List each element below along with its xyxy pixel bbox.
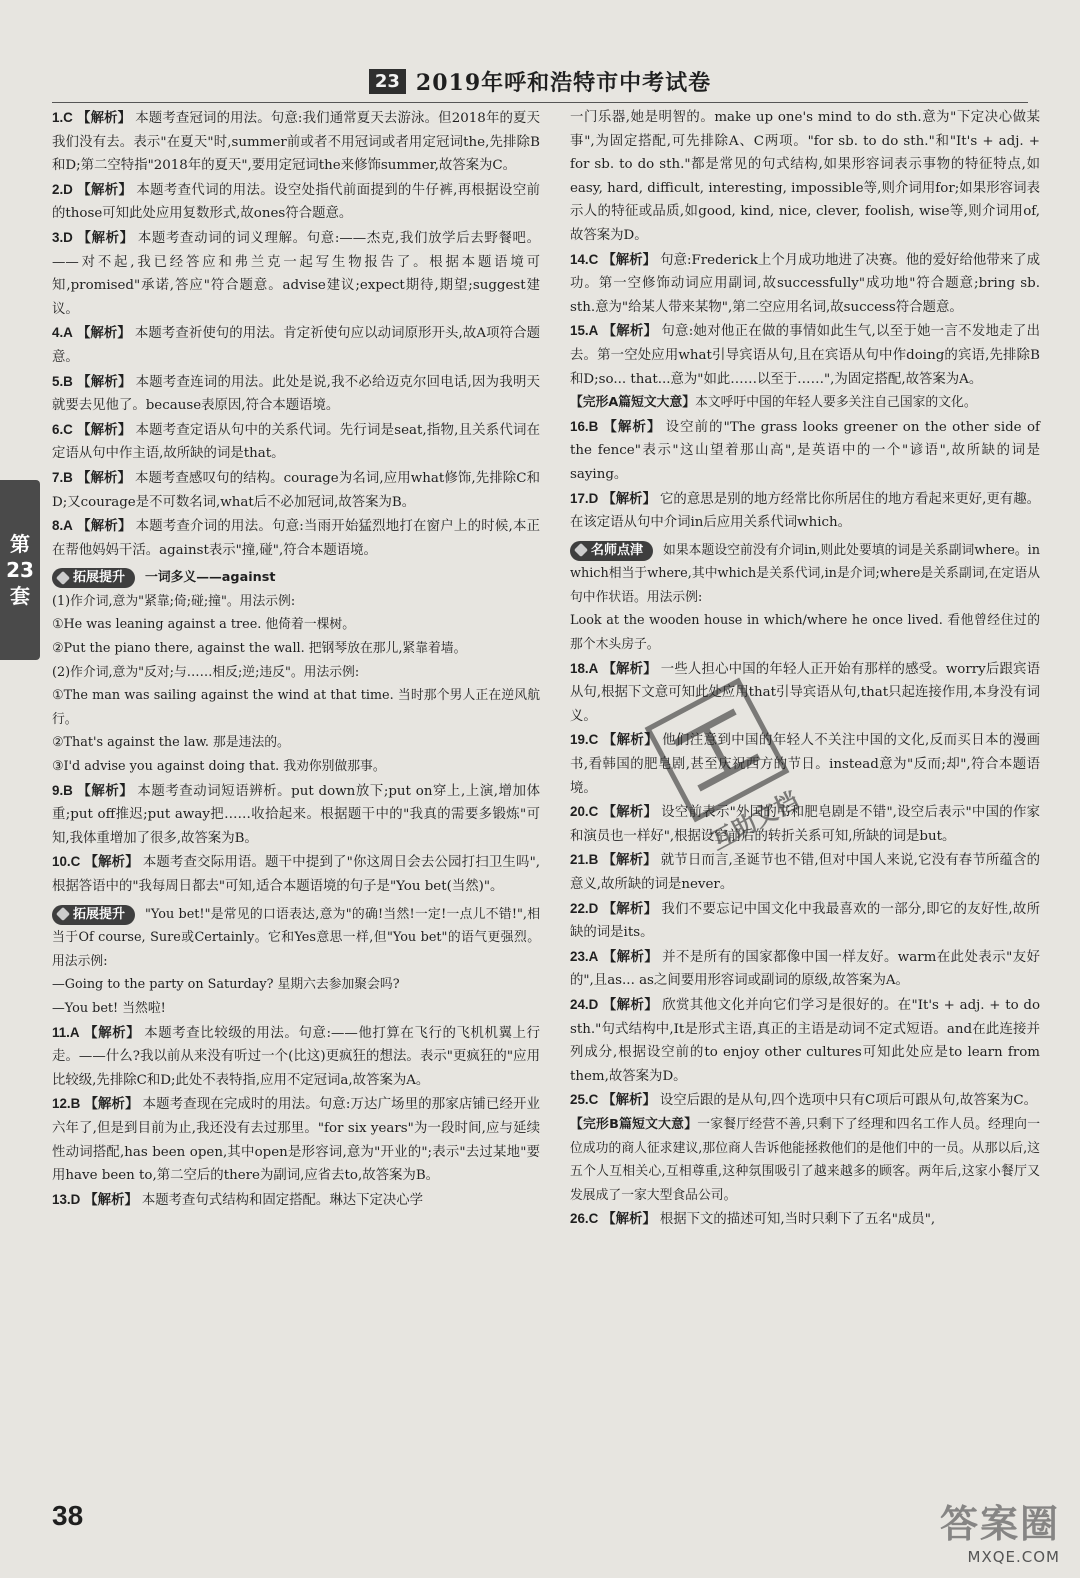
extension-line: —Going to the party on Saturday? 星期六去参加聚会吗?: [52, 977, 400, 993]
answer-text: 并不是所有的国家都像中国一样友好。warm在此处表示"友好的",且as... as之间要用形容词或副词的原级,故答案为A。: [570, 949, 1040, 989]
extension-line: ①He was leaning against a tree. 他倚着一棵树。: [52, 617, 356, 633]
answer-number: 18.A: [570, 660, 599, 676]
analysis-tag: 【解析】: [602, 901, 658, 917]
analysis-tag: 【解析】: [76, 182, 133, 198]
watermark-url: MXQE.COM: [967, 1548, 1060, 1566]
answer-13: [52, 1188, 540, 1213]
answer-3: [52, 226, 540, 321]
analysis-tag: 【解析】: [602, 1212, 656, 1228]
answer-12: [52, 1092, 540, 1187]
answer-number: 20.C: [570, 804, 599, 820]
answer-number: 12.B: [52, 1096, 81, 1112]
answer-text: 本题考查介词的用法。句意:当雨开始猛烈地打在窗户上的时候,本正在帮他妈妈干活。against表示"撞,碰",符合本题语境。: [52, 519, 540, 558]
answer-text: 本题考查比较级的用法。句意:——他打算在飞行的飞机机翼上行走。——什么?我以前从来没有听过一个(比这)更疯狂的想法。表示"更疯狂的"应用比较级,先排除C和D;此处不表特指,应用不定冠词a,故答案为A。: [52, 1025, 540, 1088]
tip-line: Look at the wooden house in which/where he once lived. 看他曾经住过的那个木头房子。: [570, 613, 1040, 653]
analysis-tag: 【解析】: [602, 661, 657, 677]
answer-text: 本题考查感叹句的结构。courage为名词,应用what修饰,先排除C和D;又courage是不可数名词,what后不必加冠词,故答案为B。: [52, 470, 541, 510]
extension-pill-label: 拓展提升: [73, 906, 126, 922]
answer-text: 他们注意到中国的年轻人不关注中国的文化,反而买日本的漫画书,看韩国的肥皂剧,甚至庆祝西方的节日。instead意为"反而;却",符合本题语境。: [570, 733, 1041, 796]
answer-9: [52, 779, 540, 851]
answer-text: 本题考查连词的用法。此处是说,我不必给迈克尔回电话,因为我明天就要去见他了。because表原因,符合本题语境。: [52, 374, 540, 414]
answer-21: [570, 848, 1040, 896]
answer-number: 7.B: [52, 469, 73, 485]
answer-text: 根据下文的描述可知,当时只剩下了五名"成员",: [659, 1212, 936, 1228]
site-watermark: [940, 1493, 1060, 1566]
answer-text: 设空前的"The grass looks greener on the other side of the fence"表示"这山望着那山高",是英语中的一个"谚语",故所缺的词是saying。: [570, 419, 1041, 482]
answer-22: [570, 897, 1040, 945]
answer-number: 1.C: [52, 110, 73, 125]
analysis-tag: 【解析】: [76, 326, 131, 342]
analysis-tag: 【解析】: [602, 252, 657, 268]
passage-b-summary: [570, 1113, 1040, 1207]
extension-box-against: [52, 566, 540, 778]
answer-number: 11.A: [52, 1024, 80, 1040]
answer-text: 我们不要忘记中国文化中我最喜欢的一部分,即它的友好性,故所缺的词是its。: [570, 901, 1040, 941]
answer-text: 本题考查句式结构和固定搭配。琳达下定决心学: [141, 1192, 424, 1208]
extension-line: —You bet! 当然啦!: [52, 1000, 166, 1016]
answer-number: 6.C: [52, 421, 73, 437]
answer-number: 3.D: [52, 229, 73, 245]
side-tab-char-1: 第: [10, 532, 30, 556]
extension-line: (1)作介词,意为"紧靠;倚;碰;撞"。用法示例:: [52, 593, 296, 609]
passage-a-summary: [570, 391, 1040, 415]
answer-number: 23.A: [570, 948, 599, 964]
side-tab-char-2: 套: [10, 584, 30, 608]
answer-26: [570, 1207, 1040, 1232]
answer-17: [570, 487, 1040, 535]
analysis-tag: 【解析】: [602, 805, 658, 821]
pen-icon: [56, 907, 70, 921]
answer-7: [52, 466, 540, 514]
answer-number: 25.C: [570, 1092, 599, 1108]
tip-line: 如果本题设空前没有介词in,则此处要填的词是关系副词where。in which相当于where,其中which是关系代词,in是介词;where是关系副词,在定语从句中作状语。用法示例:: [570, 542, 1040, 605]
answer-text: 本题考查定语从句中的关系代词。先行词是seat,指物,且关系代词在定语从句中作主语,故所缺的词是that。: [52, 422, 541, 462]
answer-25: [570, 1088, 1040, 1113]
answer-number: 4.A: [52, 325, 73, 341]
answer-15: [570, 319, 1040, 391]
passage-text: 一家餐厅经营不善,只剩下了经理和四名工作人员。经理向一位成功的商人征求建议,那位商人告诉他能拯救他们的是他们中的一员。从那以后,这五个人互相关心,互相尊重,这种氛围吸引了越来越多的顾客。两年后,这家小餐厅又发展成了一家大型食品公司。: [570, 1116, 1040, 1203]
analysis-tag: 【解析】: [76, 470, 132, 486]
set-number-badge: 23: [369, 69, 406, 94]
passage-text: 本文呼吁中国的年轻人要多关注自己国家的文化。: [695, 395, 977, 411]
tip-pill: [570, 541, 653, 561]
answer-6: [52, 418, 540, 466]
answer-text: 本题考查冠词的用法。句意:我们通常夏天去游泳。但2018年的夏天我们没有去。表示"在夏天"时,summer前或者不用冠词或者用定冠词the,先排除B和D;第二空特指"2018年的夏天",要用定冠词the来修饰summer,故答案为C。: [52, 111, 540, 174]
watermark-logo: 答案圈: [939, 1502, 1060, 1546]
extension-line: (2)作介词,意为"反对;与……相反;逆;违反"。用法示例:: [52, 664, 360, 680]
extension-line: "You bet!"是常见的口语表达,意为"的确!当然!一定!一点儿不错!",相当于Of course, Sure或Certainly。它和Yes意思一样,但"You bet"的语气更强烈。用法示例:: [52, 906, 540, 969]
pen-icon: [574, 543, 588, 557]
analysis-tag: 【解析】: [602, 997, 659, 1013]
answer-text: 本题考查现在完成时的用法。句意:万达广场里的那家店铺已经开业六年了,但是到目前为止,我还没有去过那里。"for six years"为一段时间,应与延续性动词搭配,has been open,其中open是形容词,意为"开业的";表示"去过某地"要用have been to,第二空后的there为副词,应省去to,故答案为B。: [52, 1097, 540, 1184]
tip-pill-label: 名师点津: [591, 542, 644, 558]
answer-number: 10.C: [52, 854, 81, 870]
answer-text: 本题考查祈使句的用法。肯定祈使句应以动词原形开头,故A项符合题意。: [52, 326, 540, 365]
answer-text: 句意:Frederick上个月成功地进了决赛。他的爱好给他带来了成功。第一空修饰动词应用副词,故successfully"成功地"符合题意;bring sb. sth.意为"给某人带来某物",第二空应用名词,故success符合题意。: [570, 252, 1041, 315]
answer-1: [52, 106, 540, 178]
extension-line: ②That's against the law. 那是违法的。: [52, 735, 290, 751]
analysis-tag: 【解析】: [76, 111, 132, 126]
answer-number: 2.D: [52, 181, 73, 197]
answer-8: [52, 514, 540, 562]
analysis-tag: 【解析】: [76, 374, 132, 390]
answer-text: 设空前表示"外国的书和肥皂剧是不错",设空后表示"中国的作家和演员也一样好",根据设空前后的转折关系可知,所缺的词是but。: [570, 805, 1041, 844]
extension-pill: [52, 905, 135, 925]
answer-14: [570, 248, 1040, 320]
extension-title: 一词多义——against: [145, 570, 276, 586]
passage-label: 【完形B篇短文大意】: [570, 1116, 698, 1132]
answer-number: 5.B: [52, 373, 73, 389]
answer-number: 16.B: [570, 418, 599, 434]
answer-5: [52, 370, 540, 418]
answer-number: 13.D: [52, 1191, 81, 1207]
teacher-tip-box: [570, 539, 1040, 657]
left-column: [52, 106, 540, 1212]
answer-23: [570, 945, 1040, 993]
page-number: 38: [52, 1500, 84, 1531]
page-title: 2019年呼和浩特市中考试卷: [415, 70, 712, 96]
analysis-tag: 【解析】: [602, 733, 659, 749]
extension-line: ②Put the piano there, against the wall. 把钢琴放在那儿,紧靠着墙。: [52, 641, 467, 657]
analysis-tag: 【解析】: [76, 230, 134, 246]
answer-number: 21.B: [570, 852, 599, 868]
analysis-tag: 【解析】: [602, 324, 658, 340]
answer-number: 15.A: [570, 323, 599, 339]
answer-text: 本题考查动词的词义理解。句意:——杰克,我们放学后去野餐吧。——对不起,我已经答应和弗兰克一起写生物报告了。根据本题语境可知,promised"承诺,答应"符合题意。advise建议;expect期待,期望;suggest建议。: [52, 230, 540, 317]
analysis-tag: 【解析】: [602, 1093, 656, 1109]
side-tab: [0, 480, 40, 660]
passage-label: 【完形A篇短文大意】: [570, 395, 696, 411]
stamp-text: 互助文档: [706, 786, 804, 856]
answer-text: 就节日而言,圣诞节也不错,但对中国人来说,它没有春节所蕴含的意义,故所缺的词是never。: [570, 853, 1040, 892]
right-column: [570, 106, 1040, 1232]
answer-text: 一些人担心中国的年轻人正开始有那样的感受。worry后跟宾语从句,根据下文意可知此处应用that引导宾语从句,that只起连接作用,本身没有词义。: [570, 661, 1041, 724]
answer-16: [570, 415, 1040, 487]
analysis-tag: 【解析】: [84, 855, 139, 871]
page-header: [0, 66, 1080, 97]
answer-4: [52, 321, 540, 369]
answer-number: 17.D: [570, 490, 599, 506]
header-rule: [52, 102, 1028, 103]
answer-11: [52, 1021, 540, 1093]
answer-text: 欣赏其他文化并向它们学习是很好的。在"It's + adj. + to do sth."句式结构中,It是形式主语,真正的主语是动词不定式短语。and在此连接并列成分,根据设空前的to enjoy other cultures可知此处应是to learn from them,故答案为D。: [570, 997, 1041, 1084]
answer-text: 本题考查代词的用法。设空处指代前面提到的牛仔裤,再根据设空前的those可知此处应用复数形式,故ones符合题意。: [52, 182, 540, 222]
analysis-tag: 【解析】: [602, 853, 657, 869]
pen-icon: [56, 571, 70, 585]
answer-text: 本题考查交际用语。题干中提到了"你这周日会去公园打扫卫生吗",根据答语中的"我每周日都去"可知,适合本题语境的句子是"You bet(当然)"。: [52, 855, 541, 894]
extension-line: ③I'd advise you against doing that. 我劝你别做那事。: [52, 759, 386, 775]
answer-number: 24.D: [570, 996, 599, 1012]
answer-number: 14.C: [570, 251, 599, 267]
answer-number: 22.D: [570, 900, 599, 916]
side-tab-number: 23: [6, 558, 34, 582]
answer-number: 9.B: [52, 782, 73, 798]
analysis-tag: 【解析】: [76, 783, 134, 799]
analysis-tag: 【解析】: [76, 519, 132, 535]
answer-text: 它的意思是别的地方经常比你所居住的地方看起来更好,更有趣。在该定语从句中介词in后应用关系代词which。: [570, 491, 1041, 531]
extension-pill: [52, 568, 135, 588]
answer-13-continued: 一门乐器,她是明智的。make up one's mind to do sth.意为"下定决心做某事",为固定搭配,可先排除A、C两项。"for sb. to do sth."和"It's + adj. + for sb. to do sth."都是常见的句式结构,如果形容词表示事物的特征特点,如easy, hard, difficult, interesting, impossible等,则介词用for;如果形容词表示人的特征或品质,如good, kind, nice, clever, foolish, wise等,则介词用of,故答案为D。: [570, 110, 1040, 243]
answer-text: 本题考查动词短语辨析。put down放下;put on穿上,上演,增加体重;put off推迟;put away把……收拾起来。根据题干中的"我真的需要多锻炼"可知,我体重增加了很多,故答案为B。: [52, 783, 540, 846]
answer-number: 19.C: [570, 732, 599, 748]
extension-box-you-bet: [52, 903, 540, 1021]
answer-number: 26.C: [570, 1211, 599, 1227]
analysis-tag: 【解析】: [602, 419, 662, 435]
answer-text: 设空后跟的是从句,四个选项中只有C项后可跟从句,故答案为C。: [659, 1093, 1038, 1109]
answer-10: [52, 850, 540, 898]
analysis-tag: 【解析】: [83, 1025, 141, 1041]
answer-number: 8.A: [52, 518, 73, 534]
answer-2: [52, 178, 540, 226]
answer-24: [570, 993, 1040, 1088]
analysis-tag: 【解析】: [84, 1097, 139, 1113]
analysis-tag: 【解析】: [602, 491, 657, 507]
extension-line: ①The man was sailing against the wind at that time. 当时那个男人正在逆风航行。: [52, 688, 540, 727]
answer-text: 句意:她对他正在做的事情如此生气,以至于她一言不发地走了出去。第一空处应用what引导宾语从句,且在宾语从句中作doing的宾语,先排除B和D;so... that...意为"如此……以至于……",为固定搭配,故答案为A。: [570, 324, 1040, 387]
analysis-tag: 【解析】: [84, 1192, 138, 1208]
extension-pill-label: 拓展提升: [73, 570, 126, 586]
analysis-tag: 【解析】: [76, 422, 132, 438]
analysis-tag: 【解析】: [602, 949, 659, 965]
